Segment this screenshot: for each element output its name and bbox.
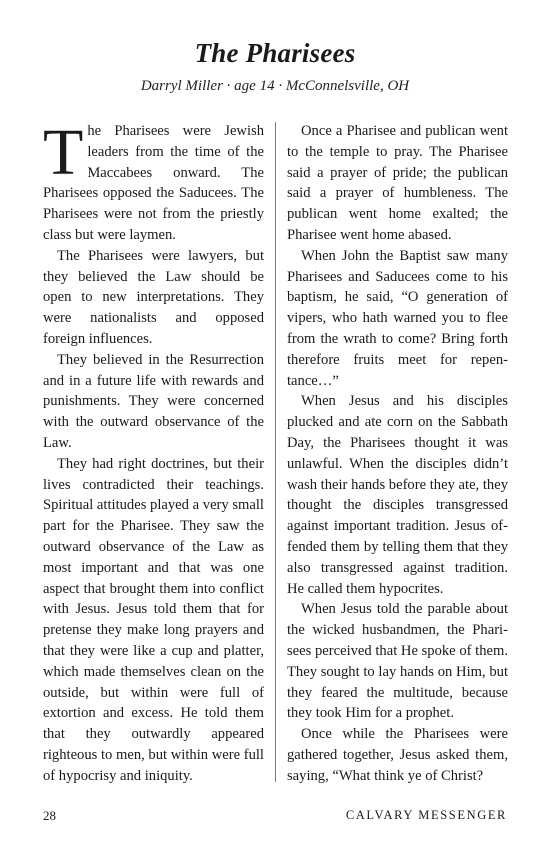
paragraph: Once a Pharisee and publican went to the temple to pray. The Pharisee said a prayer of pride; the publican said a prayer of humbleness. The publican went home exalted; the Pharisee went home abased. — [287, 123, 508, 243]
paragraph: Once while the Pharisees were gathered together, Jesus asked them, saying, “What think ye of Christ? — [287, 726, 508, 784]
left-column — [43, 116, 264, 787]
paragraph: When John the Baptist saw many Pharisees and Saducees come to his baptism, he said, “O generation of vipers, who hath warned you to flee from the wrath to come? Bring forth therefore fruits meet for repentance…” — [287, 247, 508, 389]
right-column — [287, 121, 508, 787]
paragraph-text: he Pharisees were Jewish leaders from the time of the Maccabees onward. The Pharisees opposed the Saducees. The Pharisees were not from the priestly class but were laymen. — [43, 123, 264, 243]
paragraph: When Jesus and his disciples plucked and ate corn on the Sabbath Day, the Pharisees thought it was unlawful. When the disciples didn’t wash their hands before they ate, they thought the disciples transgressed against important tradition. Jesus offended them by telling them that they also transgressed against tradition. He called them hypocrites. — [287, 393, 508, 597]
page-number: 28 — [43, 808, 56, 823]
paragraph: When Jesus told the parable about the wicked husbandmen, the Pharisees perceived that He spoke of them. They sought to lay hands on Him, but they feared the multitude, because they took Him for a prophet. — [287, 601, 508, 722]
paragraph — [43, 116, 264, 246]
drop-cap: T — [43, 116, 84, 189]
paragraph: The Pharisees were lawyers, but they believed the Law should be open to new interpretations. They were nationalists and opposed foreign influences. — [43, 247, 264, 347]
article-title: The Pharisees — [194, 38, 356, 68]
article-byline: Darryl Miller · age 14 · McConnelsville, OH — [140, 78, 410, 94]
paragraph: They had right doctrines, but their lives contradicted their teachings. Spiritual attitudes played a very small part for the Pharisee. They saw the outward observance of the Law as most important and that was one aspect that brought them into conflict with Jesus. Jesus told them that for pretense they make long prayers and that they were like a cup and platter, which made themselves clean on the outside, but within were full of extortion and excess. He told them that they outwardly appeared righteous to men, but within were full of hypocrisy and iniquity. — [43, 455, 264, 784]
column-divider — [275, 122, 276, 782]
paragraph: They believed in the Resurrection and in a future life with rewards and punishments. They were concerned with the outward observance of the Law. — [43, 351, 264, 451]
running-title: CALVARY MESSENGER — [345, 808, 507, 822]
